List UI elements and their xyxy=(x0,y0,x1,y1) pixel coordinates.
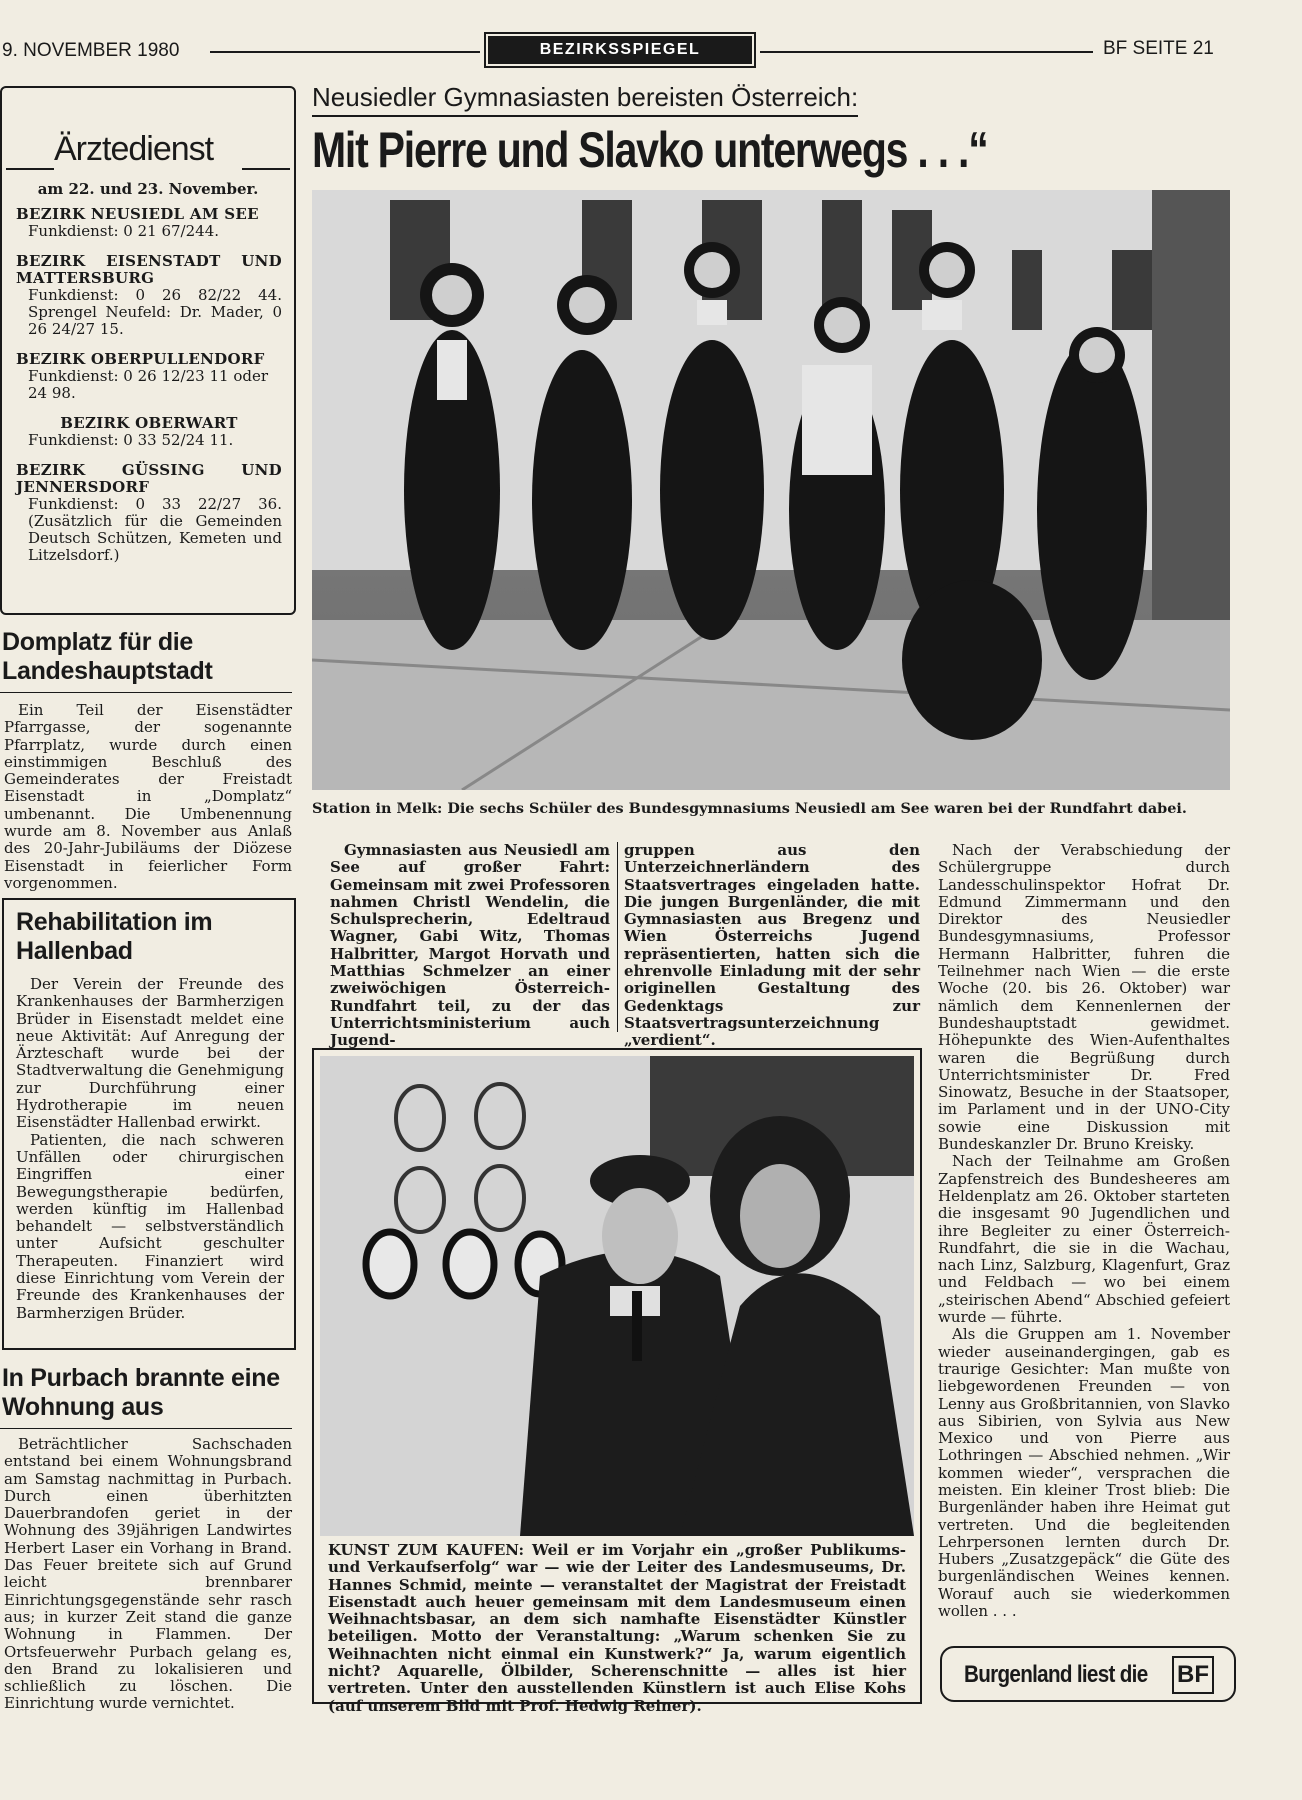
story-headline: Mit Pierre und Slavko unterwegs . . .“ xyxy=(312,122,988,178)
title-rule-left xyxy=(6,168,54,170)
domplatz-body xyxy=(4,702,292,892)
hallenbad-body xyxy=(16,976,284,1322)
kunst-caption-text: KUNST ZUM KAUFEN: Weil er im Vorjahr ein „großer Publikums- und Verkaufserfolg“ war — wie der Leiter des Landesmuseums, Dr. Hannes Schmid, meinte — veranstaltet der Magistrat der Freistadt Eisenstadt auch heuer gemeinsam mit dem Landesmuseum einen Weihnachtsbasar, an dem sich namhafte Eisenstädter Künstler beteiligen. Motto der Veranstaltung: „Warum schenken Sie zu Weihnachten nicht einmal ein Kunstwerk?“ Ja, warum eigentlich nicht? Aquarelle, Ölbilder, Scherenschnitte — alles ist hier vertreten. Unter den ausstellenden Künstlern ist auch Elise Kohs (auf unserem Bild mit Prof. Hedwig Reiner). xyxy=(328,1541,906,1715)
purbach-body xyxy=(4,1436,292,1713)
promo-badge xyxy=(940,1646,1236,1702)
domplatz-rule xyxy=(0,692,292,693)
bezirk-heading: BEZIRK EISENSTADT UND MATTERSBURG xyxy=(16,252,282,287)
promo-text: Burgenland liest die xyxy=(964,1661,1148,1688)
bezirk-heading: BEZIRK GÜSSING UND JENNERSDORF xyxy=(16,461,282,496)
hallenbad-box xyxy=(2,898,296,1350)
bf-logo: BF xyxy=(1172,1656,1214,1694)
story-paragraph: Nach der Verabschiedung der Schülergruppe durch Landesschulinspektor Hofrat Dr. Edmund Zimmermann und den Direktor des Neusiedler Bundesgymnasiums, Professor Hermann Halbritter, fuhren die Teilnehmer nach Wien — die erste Woche (20. bis 26. Oktober) war nämlich dem Kennenlernen der Bundeshauptstadt gewidmet. Höhepunkte des Wien-Aufenthaltes waren die Begrüßung durch Unterrichtsminister Dr. Fred Sinowatz, Besuche in der Staatsoper, im Parlament und in der UNO-City sowie eine Diskussion mit Bundeskanzler Dr. Bruno Kreisky. xyxy=(938,841,1230,1154)
bezirk-text: Funkdienst: 0 21 67/244. xyxy=(28,222,220,240)
kunst-caption xyxy=(328,1542,906,1715)
bezirk-heading: BEZIRK NEUSIEDL AM SEE xyxy=(16,205,259,223)
story-column-2 xyxy=(624,842,920,1050)
purbach-headline: In Purbach brannte eine Wohnung aus xyxy=(2,1364,280,1421)
purbach-rule xyxy=(0,1428,292,1429)
story-kicker: Neusiedler Gymnasiasten bereisten Österreich: xyxy=(312,82,858,117)
aerztedienst-title: Ärztedienst xyxy=(54,130,214,168)
hallenbad-paragraph: Patienten, die nach schweren Unfällen oder chirurgischen Eingriffen einer Bewegungstherapie bedürfen, werden künftig im Hallenbad behandelt — selbstverständlich unter Aufsicht geschulter Therapeuten. Finanziert wird diese Einrichtung vom Verein der Freunde des Krankenhauses der Barmherzigen Brüder. xyxy=(16,1130,284,1322)
page-number: BF SEITE 21 xyxy=(1103,38,1214,59)
kunst-box xyxy=(312,1048,922,1715)
bezirk-heading: BEZIRK OBERPULLENDORF xyxy=(16,350,265,368)
bezirk-text: Funkdienst: 0 33 22/27 36. (Zusätzlich für die Gemeinden Deutsch Schützen, Kemeten und Litzelsdorf.) xyxy=(28,495,282,564)
story-paragraph: Als die Gruppen am 1. November wieder auseinandergingen, gab es traurige Gesichter: Man mußte von liebgewordenen Freunden — von Lenny aus Großbritannien, von Slavko aus Sibirien, von Sylvia aus New Mexico und von Pierre aus Lothringen — Abschied nehmen. „Wir kommen wieder“, versprachen die meisten. Ein kleiner Trost blieb: Die Burgenländer haben ihre Heimat gut vertreten. Und die begleitenden Lehrpersonen lernten durch Dr. Hubers „Zusatzgepäck“ die Güte des burgenländischen Weines kennen. Worauf auch sie wiederkommen wollen . . . xyxy=(938,1325,1230,1621)
bezirk-text: Funkdienst: 0 26 12/23 11 oder 24 98. xyxy=(28,367,268,402)
aerztedienst-box xyxy=(0,86,296,615)
photo-caption: Station in Melk: Die sechs Schüler des Bundesgymnasiums Neusiedl am See waren bei der Rundfahrt dabei. xyxy=(312,800,1187,817)
ressort-label: BEZIRKSSPIEGEL xyxy=(488,36,752,64)
aerztedienst-entries xyxy=(16,206,282,564)
title-rule-right xyxy=(242,168,290,170)
bezirk-heading: BEZIRK OBERWART xyxy=(60,414,238,432)
story-column-1 xyxy=(330,842,610,1050)
domplatz-paragraph: Ein Teil der Eisenstädter Pfarrgasse, der sogenannte Pfarrplatz, wurde durch einen einstimmigen Beschluß des Gemeinderates der Freistadt Eisenstadt in „Domplatz“ umbenannt. Die Umbenennung wurde am 8. November aus Anlaß des 20-Jahr-Jubiläums der Diözese Eisenstadt in feierlicher Form vorgenommen. xyxy=(4,701,292,892)
domplatz-headline: Domplatz für die Landeshauptstadt xyxy=(2,628,213,685)
column-rule xyxy=(617,842,618,1032)
story-paragraph: Nach der Teilnahme am Großen Zapfenstreich des Bundesheeres am Heldenplatz am 26. Oktober starteten die insgesamt 90 Jugendlichen und ihre Begleiter zu einer Österreich-Rundfahrt, die sie in die Wachau, nach Linz, Salzburg, Klagenfurt, Graz und Feldbach — wo bei einem „steirischen Abend“ Abschied gefeiert wurde — führte. xyxy=(938,1152,1230,1327)
header-rule-left xyxy=(210,51,480,53)
story-column-3 xyxy=(938,842,1230,1620)
purbach-paragraph: Beträchtlicher Sachschaden entstand bei einem Wohnungsbrand am Samstag nachmittag in Purbach. Durch einen überhitzten Dauerbrandofen geriet in der Wohnung des 39jährigen Landwirtes Herbert Laser ein Vorhang in Brand. Das Feuer breitete sich auf Grund leicht brennbarer Einrichtungsgegenstände sehr rasch aus; in kurzer Zeit stand die ganze Wohnung in Flammen. Der Ortsfeuerwehr Purbach gelang es, den Brand zu lokalisieren und schließlich zu löschen. Die Einrichtung wurde vernichtet. xyxy=(4,1435,292,1713)
header-rule-right xyxy=(760,51,1093,53)
aerztedienst-date: am 22. und 23. November. xyxy=(37,180,259,198)
story-paragraph: gruppen aus den Unterzeichnerländern des Staatsvertrages eingeladen hatte. Die jungen Burgenländer, die mit Gymnasiasten aus Bregenz und Wien Österreichs Jugend repräsentierten, hatten sich die ehrenvolle Einladung mit der sehr originellen Gestaltung des Gedenktags zur Staatsvertragsunterzeichnung „verdient“. xyxy=(624,841,920,1050)
bezirk-text: Funkdienst: 0 33 52/24 11. xyxy=(28,431,234,449)
bezirk-text: Funkdienst: 0 26 82/22 44. Sprengel Neufeld: Dr. Mader, 0 26 24/27 15. xyxy=(28,286,282,338)
issue-date: 9. NOVEMBER 1980 xyxy=(2,40,180,61)
hallenbad-paragraph: Der Verein der Freunde des Krankenhauses der Barmherzigen Brüder in Eisenstadt meldet eine neue Aktivität: Auf Anregung der Ärzteschaft wurde bei der Stadtverwaltung die Genehmigung zur Durchführung einer Hydrotherapie im neuen Eisenstädter Hallenbad erwirkt. xyxy=(16,975,284,1132)
group-photo xyxy=(312,190,1230,790)
kunst-photo xyxy=(320,1056,914,1536)
hallenbad-headline: Rehabilitation im Hallenbad xyxy=(16,908,213,965)
story-paragraph: Gymnasiasten aus Neusiedl am See auf großer Fahrt: Gemeinsam mit zwei Professoren nahmen Christl Wendelin, die Schulsprecherin, Edeltraud Wagner, Gabi Witz, Thomas Halbritter, Margot Horvath und Matthias Schmelzer an einer zweiwöchigen Österreich-Rundfahrt teil, zu der das Unterrichtsministerium auch Jugend- xyxy=(330,841,610,1050)
